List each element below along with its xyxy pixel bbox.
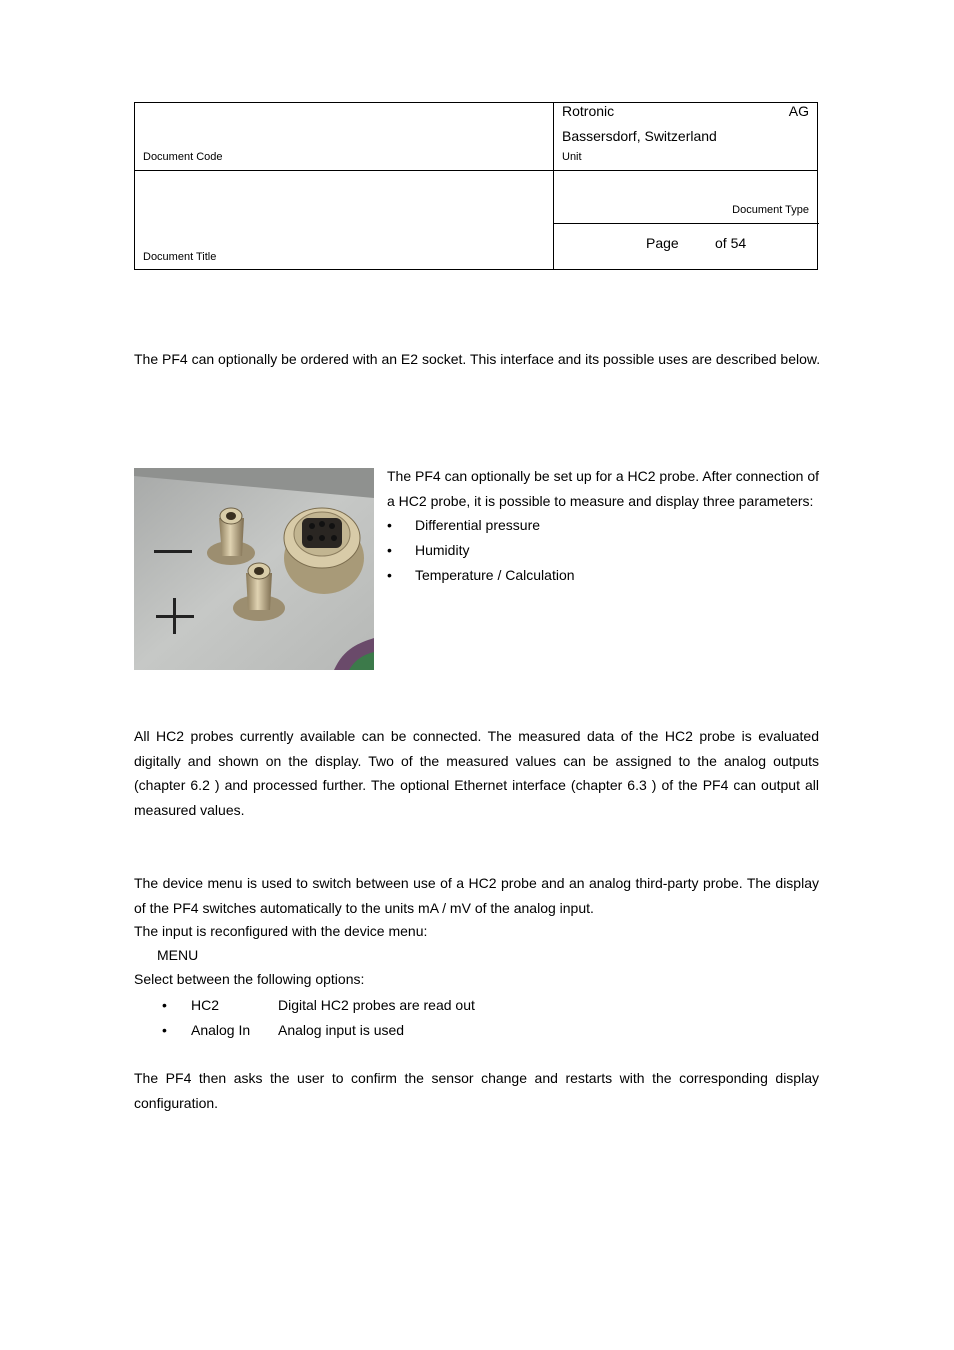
list-item (162, 1018, 762, 1043)
device-menu-paragraph: The device menu is used to switch between use of a HC2 probe and an analog third-party probe. The display of the PF4 switches automatically to the units mA / mV of the analog input. (134, 875, 819, 916)
intro-paragraph: The PF4 can optionally be ordered with an E2 socket. This interface and its possible uses are described below. (134, 351, 821, 367)
option-name: HC2 (191, 997, 220, 1013)
minus-sign-icon (154, 550, 192, 553)
company-name: Rotronic (562, 103, 615, 119)
list-item: • Differential pressure (387, 513, 819, 538)
probe-setup-paragraph: The PF4 can optionally be set up for a HC2 probe. After connection of a HC2 probe, it is possible to measure and display three parameters: (387, 468, 819, 509)
reconfigure-paragraph: The input is reconfigured with the device menu: (134, 923, 428, 939)
list-item (162, 993, 762, 1018)
document-code-label: Document Code (143, 151, 223, 163)
hc2-probes-paragraph: All HC2 probes currently available can be connected. The measured data of the HC2 probe is evaluated digitally and shown on the display. Two of the measured values can be assigned to the analog outputs (chapter 6.2 ) and processed further. The optional Ethernet interface (chapter 6.3 ) of the PF4 can output all measured values. (134, 728, 819, 818)
page-label: Page (646, 235, 679, 251)
list-item: • Temperature / Calculation (387, 563, 819, 588)
option-description: Digital HC2 probes are read out (278, 997, 475, 1013)
bullet-icon: • (387, 567, 392, 583)
document-type-label: Document Type (732, 204, 809, 216)
connector-illustration (134, 468, 374, 670)
bullet-icon: • (387, 517, 392, 533)
option-name: Analog In (191, 1022, 251, 1038)
option-description: Analog input is used (278, 1022, 405, 1038)
input-options-list (162, 993, 762, 1043)
document-header-table (134, 102, 818, 270)
header-divider-page (553, 223, 819, 224)
options-intro: Select between the following options: (134, 971, 365, 987)
bullet-icon: • (387, 542, 392, 558)
e2-socket-photo (134, 468, 374, 670)
header-divider-vertical (553, 103, 554, 269)
header-divider-horizontal (135, 170, 817, 171)
bullet-icon: • (162, 1022, 167, 1038)
company-location: Bassersdorf, Switzerland (562, 128, 717, 144)
confirm-paragraph: The PF4 then asks the user to confirm the sensor change and restarts with the corresponding display configuration. (134, 1070, 819, 1111)
page-total: of 54 (715, 235, 747, 251)
bullet-icon: • (162, 997, 167, 1013)
list-item: • Humidity (387, 538, 819, 563)
unit-label: Unit (562, 151, 582, 163)
document-title-label: Document Title (143, 251, 217, 263)
menu-path: MENU (157, 947, 199, 963)
company-suffix: AG (788, 103, 809, 119)
parameter-list (387, 513, 819, 588)
